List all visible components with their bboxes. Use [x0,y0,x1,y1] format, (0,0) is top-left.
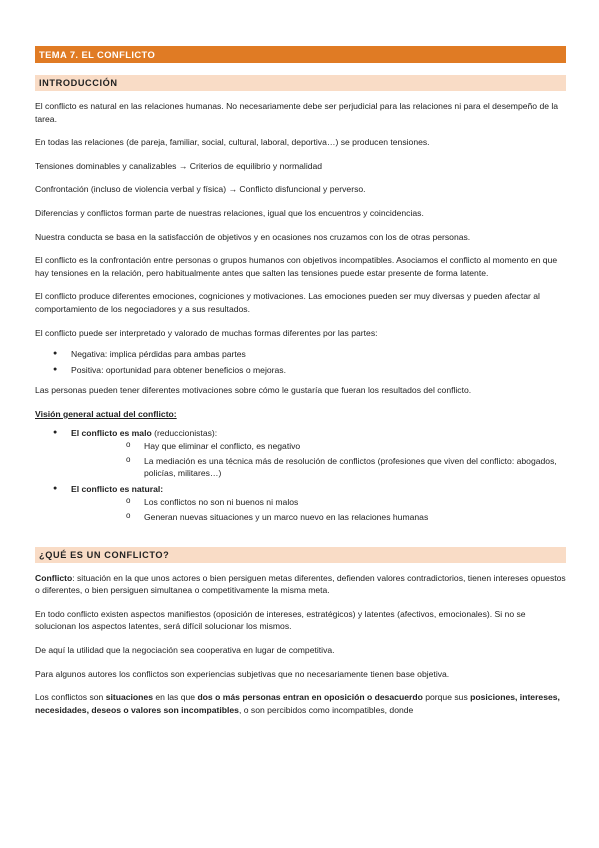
text-run-bold: dos o más personas entran en oposición o desacuerdo [197,692,423,703]
text-run: en las que [153,692,198,703]
what-paragraph-2: De aquí la utilidad que la negociación sea cooperativa en lugar de competitiva. [35,645,335,656]
intro-paragraph-6: Nuestra conducta se basa en la satisfacción de objetivos y en ocasiones nos cruzamos con los de otras personas. [35,231,471,242]
text-run: Los conflictos son [35,692,106,703]
intro-paragraph-1: El conflicto es natural en las relaciones humanas. No necesariamente debe ser perjudicial para las relaciones ni para el desempeño de la tarea. [35,101,559,124]
text-run: porque sus [422,692,471,703]
what-paragraph-3: Para algunos autores los conflictos son experiencias subjetivas que no necesariamente tienen base objetiva. [35,668,450,679]
list-item: o La mediación es una técnica más de resolución de conflictos (profesiones que viven del conflicto: abogados, policías, militares…) [71,455,566,480]
list-item: o Generan nuevas situaciones y un marco nuevo en las relaciones humanas [71,511,566,524]
vision-subheading: Visión general actual del conflicto: [35,408,177,419]
vision-bullet-list [35,427,566,524]
vision-bad-suffix: (reduccionistas): [151,427,218,438]
definition-term: Conflicto [35,572,73,583]
intro-paragraph-9: El conflicto puede ser interpretado y valorado de muchas formas diferentes por las partes: [35,327,378,338]
list-item [35,483,566,524]
what-paragraph-4 [35,691,566,716]
list-item: ● Positiva: oportunidad para obtener beneficios o mejoras. [35,364,566,377]
vision-natural-sublist [71,496,566,523]
list-item: ● Negativa: implica pérdidas para ambas partes [35,348,566,361]
section-spacer [35,527,566,547]
intro-paragraph-4: Confrontación (incluso de violencia verbal y física) → Conflicto disfuncional y perverso. [35,184,366,195]
intro-paragraph-2: En todas las relaciones (de pareja, familiar, social, cultural, laboral, deportiva…) se producen tensiones. [35,137,430,148]
vision-bad-sublist [71,440,566,480]
section-heading-introduccion: INTRODUCCIÓN [35,75,566,91]
section-heading-que-es: ¿QUÉ ES UN CONFLICTO? [35,547,566,563]
motivation-paragraph: Las personas pueden tener diferentes motivaciones sobre cómo le gustaría que fueran los resultados del conflicto. [35,385,472,396]
text-run-bold: posiciones, intereses, necesidades, deseos o valores son incompatibles [35,692,560,715]
valuation-bullet-list [35,348,566,376]
intro-paragraph-3: Tensiones dominables y canalizables → Criterios de equilibrio y normalidad [35,160,323,171]
what-paragraph-1: En todo conflicto existen aspectos manifiestos (oposición de intereses, estratégicos) y latentes (afectivos, emocionales). Si no se solucionan los aspectos latentes, será difícil solucionar los mismos. [35,608,526,632]
intro-paragraph-7: El conflicto es la confrontación entre personas o grupos humanos con objetivos incompatibles. Asociamos el conflicto al momento en que hay tensiones en la relación, pero habitualmente antes que salten las tensiones puede estar presente de forma latente. [35,255,558,278]
list-item [35,427,566,480]
vision-bad-label: El conflicto es malo [71,427,152,438]
intro-paragraph-8: El conflicto produce diferentes emociones, cogniciones y motivaciones. Las emociones pueden ser muy diversas y pueden afectar al comportamiento de los negociadores y a sus resultados. [35,291,540,314]
vision-natural-label: El conflicto es natural: [71,483,164,494]
definition-paragraph [35,572,566,597]
list-item: o Los conflictos no son ni buenos ni malos [71,496,566,509]
text-run: , o son percibidos como incompatibles, donde [238,704,414,715]
text-run-bold: situaciones [105,692,153,703]
chapter-title-banner: TEMA 7. EL CONFLICTO [35,46,566,63]
definition-text: : situación en la que unos actores o bien persiguen metas diferentes, defienden valores contradictorios, tienen intereses opuestos o diferentes, o bien persiguen simultanea o competitivamente la misma meta. [35,572,566,596]
list-item: o Hay que eliminar el conflicto, es negativo [71,440,566,453]
intro-paragraph-5: Diferencias y conflictos forman parte de nuestras relaciones, igual que los encuentros y coincidencias. [35,207,424,218]
